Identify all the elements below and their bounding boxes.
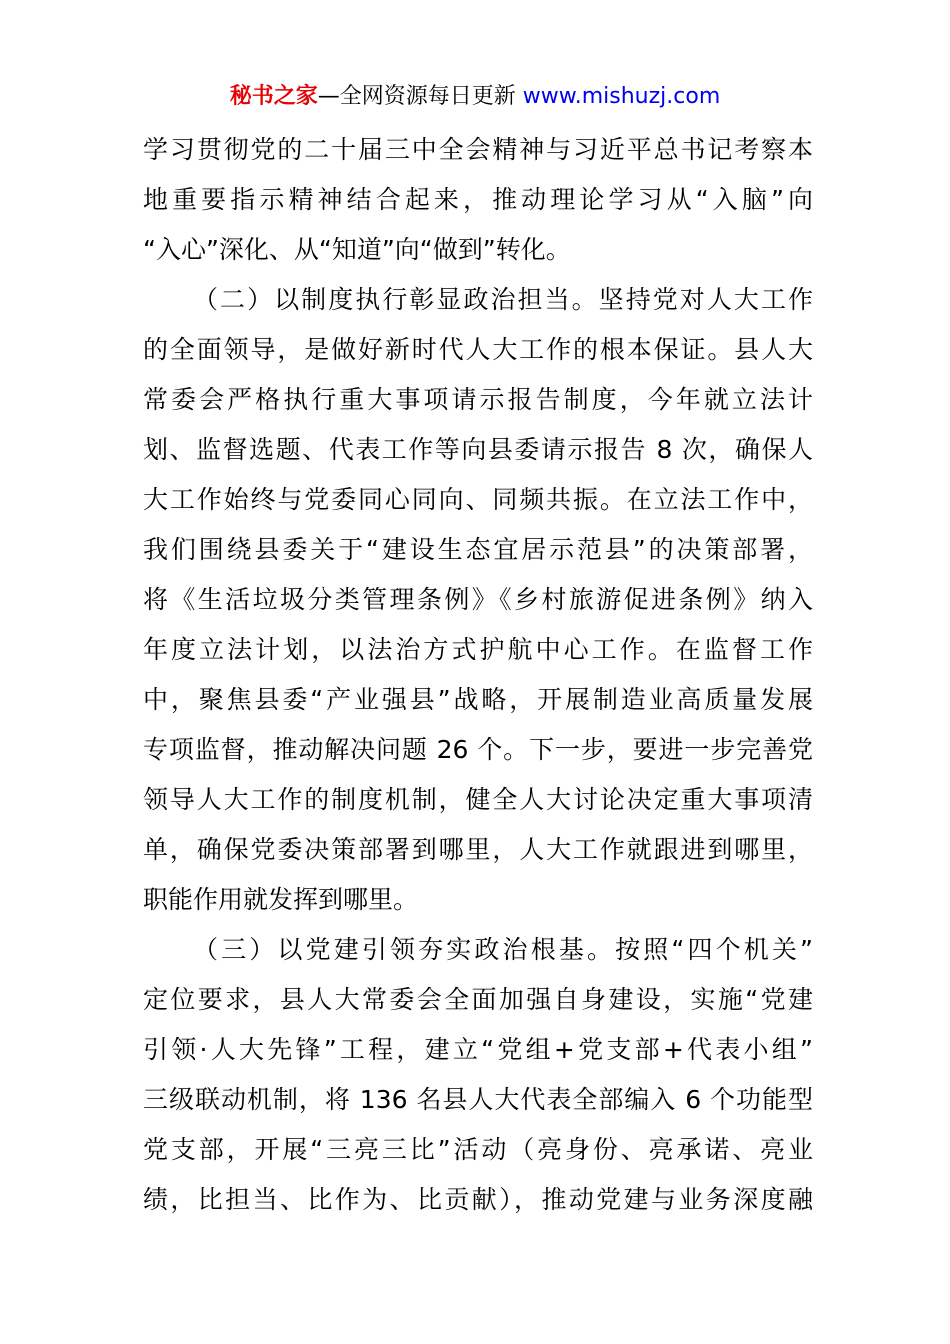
text-line: 职能作用就发挥到哪里。 — [143, 885, 419, 914]
site-url-link[interactable]: www.mishuzj.com — [522, 84, 721, 109]
text-line: 绩，比担当、比作为、比贡献），推动党建与业务深度融 — [143, 1185, 813, 1214]
paragraph-2 — [143, 275, 813, 925]
text-line: 地重要指示精神结合起来，推动理论学习从“入脑”向 — [143, 185, 813, 214]
document-body — [143, 125, 813, 1225]
site-header — [0, 80, 950, 114]
text-line: 的全面领导，是做好新时代人大工作的根本保证。县人大 — [143, 335, 813, 364]
text-line: 我们围绕县委关于“建设生态宜居示范县”的决策部署， — [143, 535, 813, 564]
section-heading-line: （二）以制度执行彰显政治担当。坚持党对人大工作 — [193, 285, 813, 314]
paragraph-3 — [143, 925, 813, 1225]
text-line: 年度立法计划，以法治方式护航中心工作。在监督工作 — [143, 635, 813, 664]
text-line: 大工作始终与党委同心同向、同频共振。在立法工作中， — [143, 485, 813, 514]
text-line: 将《生活垃圾分类管理条例》《乡村旅游促进条例》纳入 — [143, 585, 813, 614]
text-line: 中，聚焦县委“产业强县”战略，开展制造业高质量发展 — [143, 685, 813, 714]
site-tagline: —全网资源每日更新 — [317, 84, 516, 109]
text-line: 学习贯彻党的二十届三中全会精神与习近平总书记考察本 — [143, 135, 813, 164]
section-heading-line: （三）以党建引领夯实政治根基。按照“四个机关” — [193, 935, 813, 964]
text-line: 常委会严格执行重大事项请示报告制度，今年就立法计 — [143, 385, 813, 414]
text-line: 专项监督，推动解决问题 26 个。下一步，要进一步完善党 — [143, 735, 813, 764]
text-line: 划、监督选题、代表工作等向县委请示报告 8 次，确保人 — [143, 435, 813, 464]
text-line: “入心”深化、从“知道”向“做到”转化。 — [143, 235, 571, 264]
text-line: 引领·人大先锋”工程，建立“党组+党支部+代表小组” — [143, 1035, 813, 1064]
text-line: 单，确保党委决策部署到哪里，人大工作就跟进到哪里， — [143, 835, 813, 864]
text-line: 定位要求，县人大常委会全面加强自身建设，实施“党建 — [143, 985, 813, 1014]
site-brand: 秘书之家 — [229, 84, 318, 109]
text-line: 党支部，开展“三亮三比”活动（亮身份、亮承诺、亮业 — [143, 1135, 813, 1164]
paragraph-1 — [143, 125, 813, 275]
text-line: 领导人大工作的制度机制，健全人大讨论决定重大事项清 — [143, 785, 813, 814]
text-line: 三级联动机制，将 136 名县人大代表全部编入 6 个功能型 — [143, 1085, 813, 1114]
